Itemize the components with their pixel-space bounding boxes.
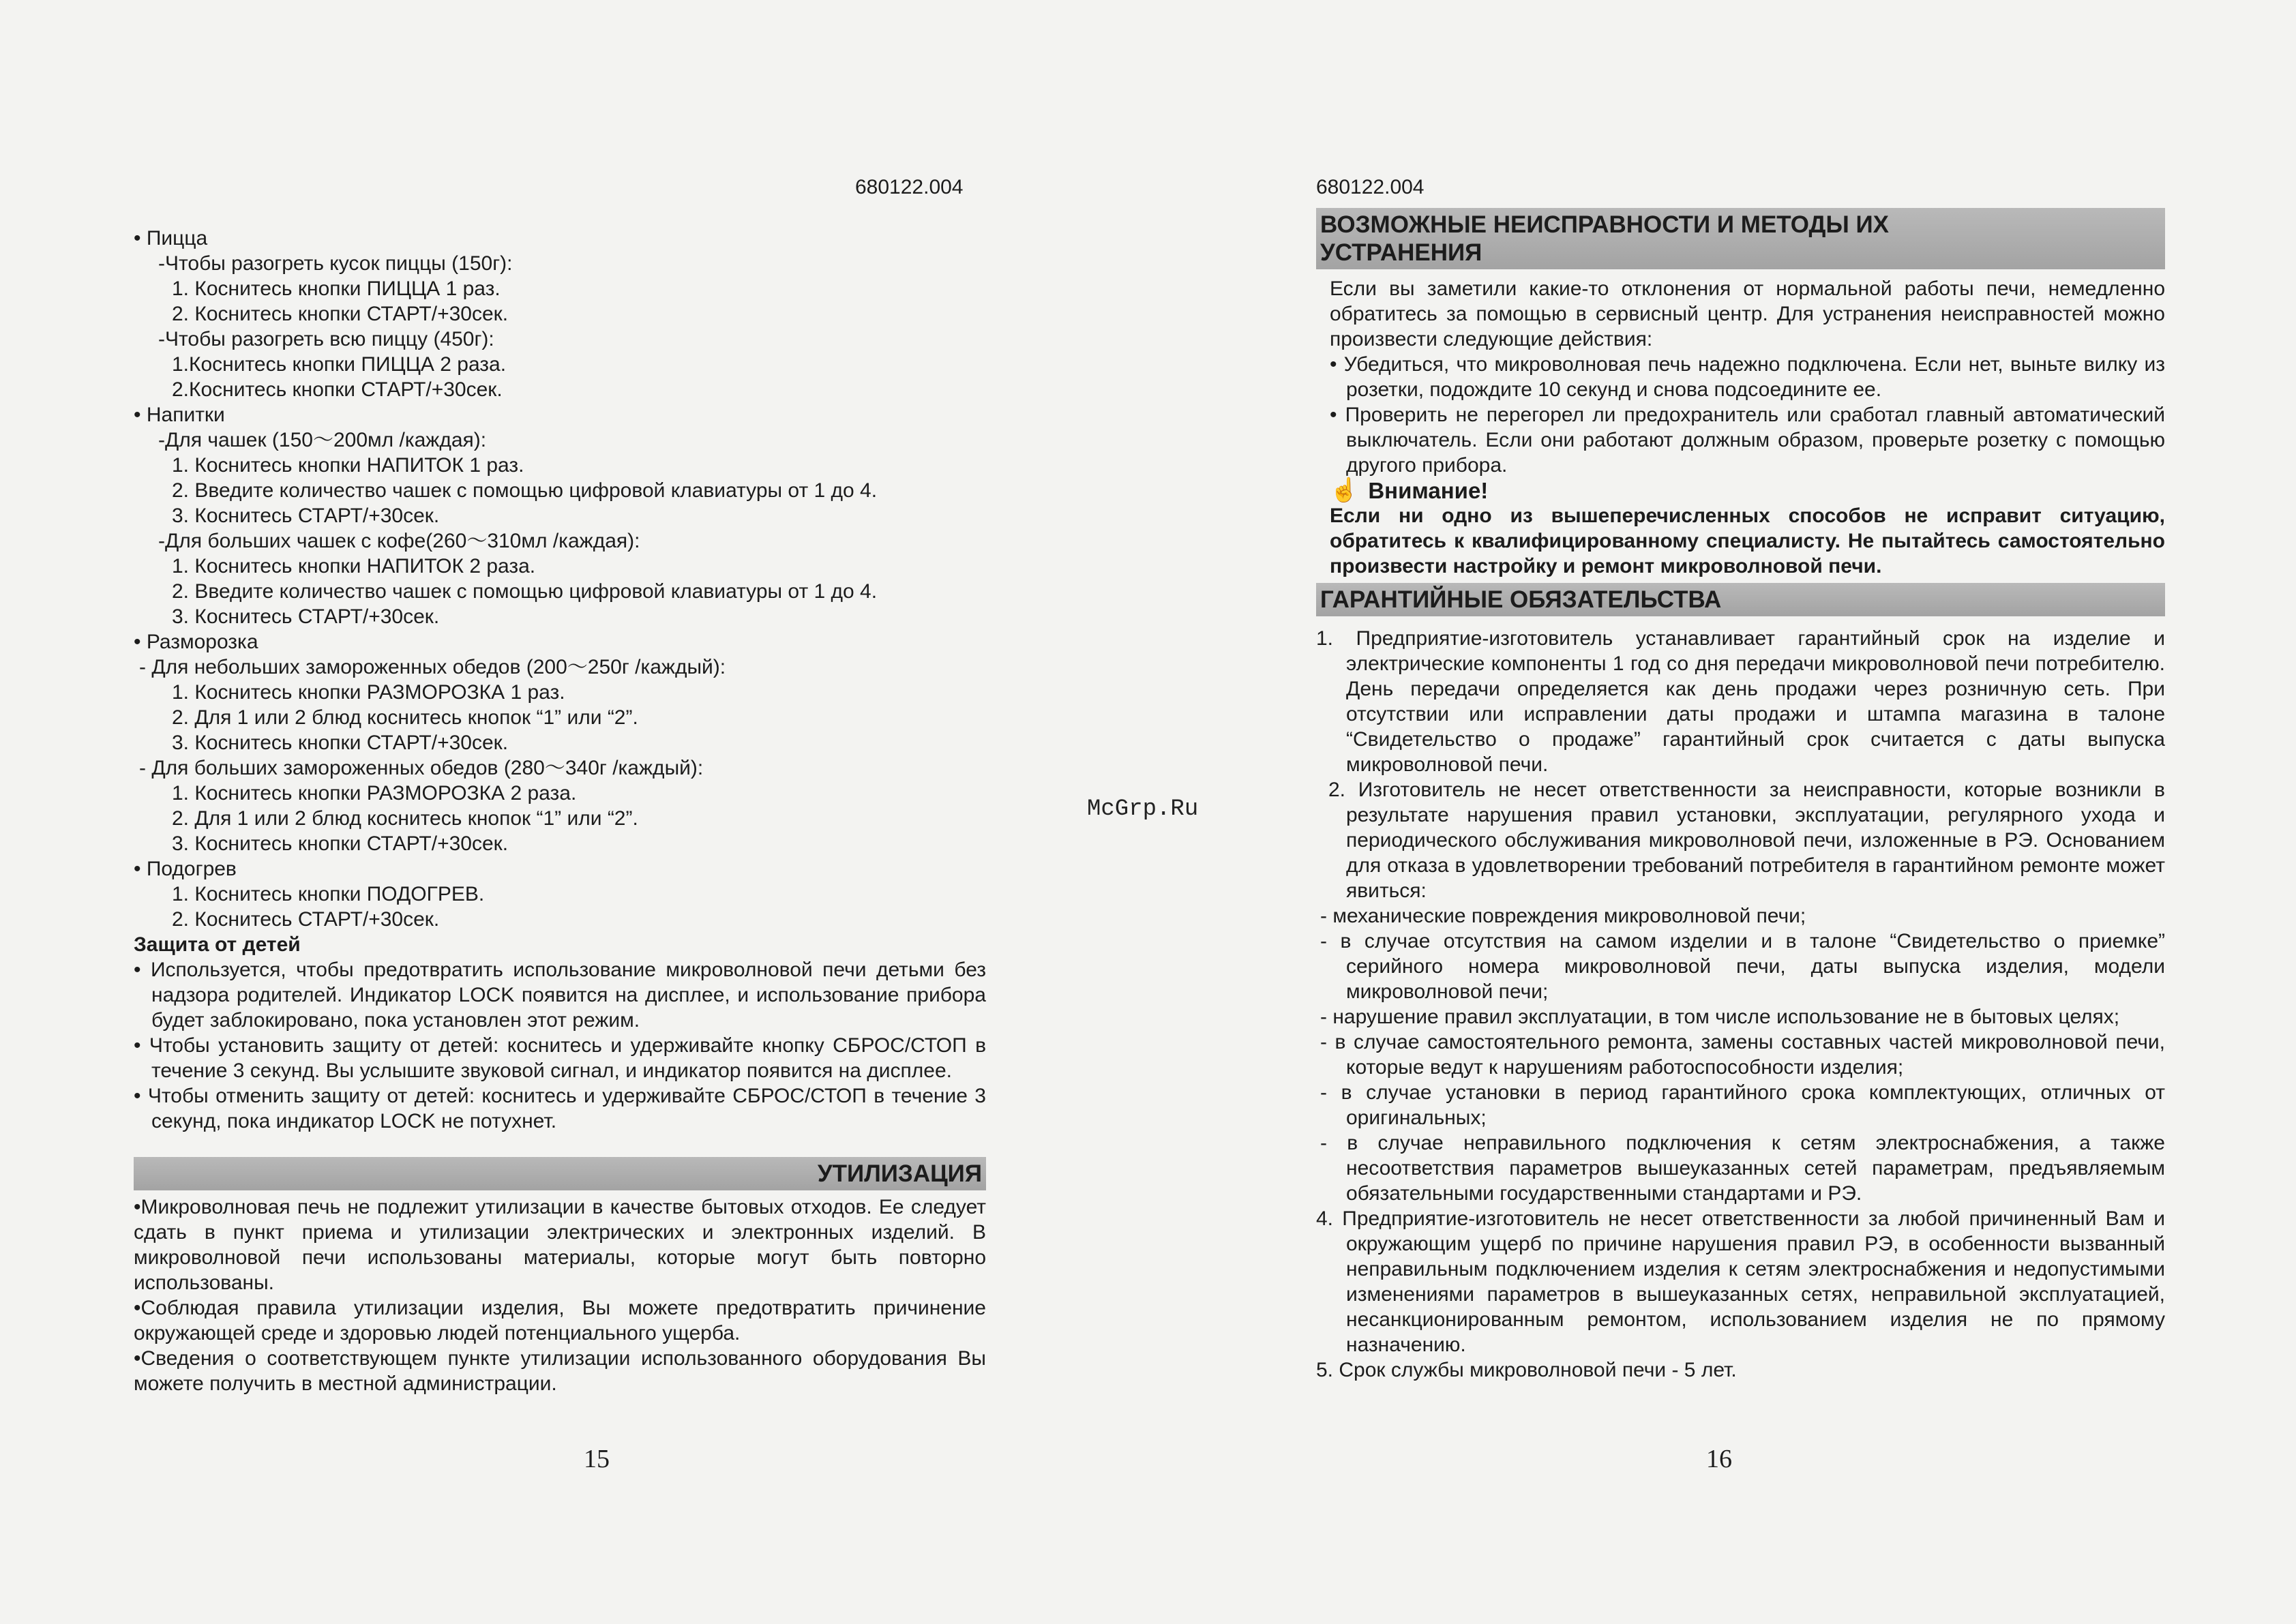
step-line: 3. Коснитесь кнопки СТАРТ/+30сек. — [172, 832, 509, 855]
step-line: 2. Введите количество чашек с помощью цифровой клавиатуры от 1 до 4. — [172, 479, 878, 502]
disposal-item: •Соблюдая правила утилизации изделия, Вы можете предотвратить причинение окружающей среде и здоровью людей потенциального ущерба. — [134, 1297, 986, 1344]
troubleshoot-body — [1316, 276, 2165, 478]
child-lock-section — [134, 932, 986, 1134]
doc-number-right: 680122.004 — [1316, 176, 1425, 198]
step-line: 1. Коснитесь кнопки НАПИТОК 1 раз. — [172, 454, 524, 477]
defrost-small-head: - Для небольших замороженных обедов (200～250г /каждый): — [139, 656, 726, 678]
step-line: 1.Коснитесь кнопки ПИЦЦА 2 раза. — [172, 353, 507, 376]
step-line: 1. Коснитесь кнопки РАЗМОРОЗКА 1 раз. — [172, 681, 565, 704]
disposal-item: •Микроволновая печь не подлежит утилизации в качестве бытовых отходов. Ее следует сдать в пункт приема и утилизации электрических и электронных изделий. В микроволновой печи использованы материалы, которые могут быть повторно использованы. — [134, 1196, 986, 1294]
troubleshoot-title-line: УСТРАНЕНИЯ — [1320, 239, 1482, 266]
pizza-title: • Пицца — [134, 227, 208, 250]
step-line: 3. Коснитесь СТАРТ/+30сек. — [172, 605, 440, 628]
defrost-section — [134, 629, 986, 856]
warranty-dash-item: - в случае неправильного подключения к сетям электроснабжения, а также несоответствия параметров вышеуказанных сетей параметрам, предъявляемым обязательными государственными стандартами и РЭ. — [1320, 1132, 2165, 1205]
defrost-big-head: - Для больших замороженных обедов (280～340г /каждый): — [139, 757, 704, 779]
doc-number-left: 680122.004 — [855, 176, 964, 198]
troubleshoot-title-line: ВОЗМОЖНЫЕ НЕИСПРАВНОСТИ И МЕТОДЫ ИХ — [1320, 211, 1889, 238]
page-number-right: 16 — [1706, 1445, 1732, 1473]
child-lock-item: • Чтобы установить защиту от детей: коснитесь и удерживайте кнопку СБРОС/СТОП в течение 3 секунд. Вы услышите звуковой сигнал, и индикатор появится на дисплее. — [134, 1034, 987, 1082]
warranty-header: ГАРАНТИЙНЫЕ ОБЯЗАТЕЛЬСТВА — [1316, 583, 2165, 616]
step-line: 1. Коснитесь кнопки ПОДОГРЕВ. — [172, 883, 485, 905]
pizza-whole-head: -Чтобы разогреть всю пиццу (450г): — [158, 328, 494, 350]
disposal-item: •Сведения о соответствующем пункте утилизации использованного оборудования Вы можете получить в местной администрации. — [134, 1347, 986, 1395]
step-line: 3. Коснитесь кнопки СТАРТ/+30сек. — [172, 732, 509, 754]
attention-heading — [1316, 478, 2165, 503]
disposal-section — [134, 1194, 986, 1396]
step-line: 3. Коснитесь СТАРТ/+30сек. — [172, 505, 440, 527]
troubleshoot-item: • Убедиться, что микроволновая печь надежно подключена. Если нет, выньте вилку из розетки, подождите 10 секунд и снова подсоедините ее. — [1330, 353, 2165, 401]
drinks-section — [134, 402, 986, 629]
step-line: 2. Для 1 или 2 блюд коснитесь кнопок “1” или “2”. — [172, 706, 638, 729]
pizza-slice-head: -Чтобы разогреть кусок пиццы (150г): — [158, 252, 513, 275]
disposal-header: УТИЛИЗАЦИЯ — [134, 1157, 986, 1190]
reheat-title: • Подогрев — [134, 858, 237, 880]
step-line: 1. Коснитесь кнопки РАЗМОРОЗКА 2 раза. — [172, 782, 577, 805]
warranty-paragraph: 5. Срок службы микроволновой печи - 5 лет. — [1316, 1359, 1737, 1381]
step-line: 2. Введите количество чашек с помощью цифровой клавиатуры от 1 до 4. — [172, 580, 878, 603]
troubleshoot-intro: Если вы заметили какие-то отклонения от нормальной работы печи, немедленно обратитесь за помощью в сервисный центр. Для устранения неисправностей можно произвести следующие действия: — [1330, 277, 2165, 350]
troubleshoot-item: • Проверить не перегорел ли предохранитель или сработал главный автоматический выключатель. Если они работают должным образом, проверьте розетку с помощью другого прибора. — [1330, 404, 2165, 477]
warranty-body — [1316, 626, 2165, 1383]
page-number-left: 15 — [584, 1445, 610, 1473]
warranty-dash-item: - в случае самостоятельного ремонта, замены составных частей микроволновой печи, которые ведут к нарушениям работоспособности изделия; — [1320, 1031, 2165, 1079]
warranty-dash-item: - нарушение правил эксплуатации, в том числе использование не в бытовых целях; — [1320, 1006, 2120, 1028]
child-lock-item: • Чтобы отменить защиту от детей: коснитесь и удерживайте СБРОС/СТОП в течение 3 секунд, пока индикатор LOCK не потухнет. — [134, 1085, 986, 1132]
warranty-paragraph: 4. Предприятие-изготовитель не несет ответственности за любой причиненный Вам и окружающим ущерб по причине нарушения правил РЭ, в особенности вызванный неправильным подключением изделия к сетям электроснабжения и недопустимыми изменениями параметров в вышеуказанных сетях, неправильной эксплуатацией, несанкционированным ремонтом, использованием изделия не по прямому назначению. — [1316, 1207, 2165, 1356]
warranty-dash-item: - в случае отсутствия на самом изделии и в талоне “Свидетельство о приемке” серийного номера микроволновой печи, даты выпуска изделия, модели микроволновой печи; — [1320, 930, 2165, 1003]
step-line: 2.Коснитесь кнопки СТАРТ/+30сек. — [172, 378, 503, 401]
drinks-cups-head: -Для чашек (150～200мл /каждая): — [158, 429, 487, 451]
warranty-dash-item: - механические повреждения микроволновой печи; — [1320, 905, 1806, 927]
step-line: 1. Коснитесь кнопки НАПИТОК 2 раза. — [172, 555, 536, 577]
step-line: 2. Коснитесь СТАРТ/+30сек. — [172, 908, 440, 931]
defrost-title: • Разморозка — [134, 631, 258, 653]
troubleshoot-header — [1316, 208, 2165, 269]
drinks-big-head: -Для больших чашек с кофе(260～310мл /каждая): — [158, 530, 640, 552]
pointing-hand-icon: ☝ — [1330, 477, 1359, 503]
left-column — [134, 226, 986, 1396]
right-page — [1148, 0, 2296, 1624]
drinks-title: • Напитки — [134, 404, 225, 426]
warranty-paragraph: 2. Изготовитель не несет ответственности за неисправности, которые возникли в результате нарушения правил установки, эксплуатации, регулярного ухода и периодического обслуживания микроволновой печи, изложенные в РЭ. Основанием для отказа в удовлетворении требований потребителя в гарантийном ремонте может явиться: — [1328, 779, 2165, 902]
pizza-section — [134, 226, 986, 402]
attention-text: Если ни одно из вышеперечисленных способов не исправит ситуацию, обратитесь к квалифицированному специалисту. Не пытайтесь самостоятельно произвести настройку и ремонт микроволновой печи. — [1330, 505, 2165, 577]
step-line: 2. Коснитесь кнопки СТАРТ/+30сек. — [172, 303, 509, 325]
step-line: 1. Коснитесь кнопки ПИЦЦА 1 раз. — [172, 277, 501, 300]
reheat-section — [134, 856, 986, 932]
right-column — [1316, 208, 2165, 1383]
attention-title: Внимание! — [1368, 478, 1489, 503]
step-line: 2. Для 1 или 2 блюд коснитесь кнопок “1” или “2”. — [172, 807, 638, 830]
child-lock-title: Защита от детей — [134, 933, 301, 956]
child-lock-item: • Используется, чтобы предотвратить использование микроволновой печи детьми без надзора родителей. Индикатор LOCK появится на дисплее, и использование прибора будет заблокировано, пока установлен этот режим. — [134, 959, 986, 1032]
warranty-dash-item: - в случае установки в период гарантийного срока комплектующих, отличных от оригинальных; — [1320, 1081, 2165, 1129]
watermark: McGrp.Ru — [1087, 796, 1199, 822]
warranty-paragraph: 1. Предприятие-изготовитель устанавливает гарантийный срок на изделие и электрические компоненты 1 год со дня передачи микроволновой печи потребителю. День передачи определяется как день продажи через розничную сеть. При отсутствии или исправлении даты продажи и штампа магазина в талоне “Свидетельство о продаже” гарантийный срок считается с даты выпуска микроволновой печи. — [1316, 627, 2165, 776]
